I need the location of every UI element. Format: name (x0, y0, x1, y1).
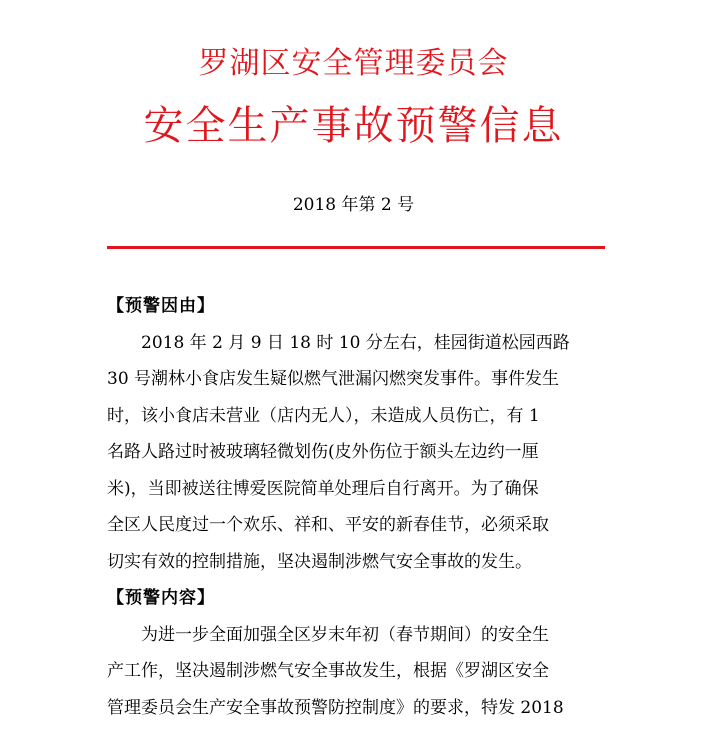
issue-number: 2018 年第 2 号 (292, 195, 415, 215)
section-heading-warning-content: 【预警内容】 (107, 588, 215, 608)
paragraph-line: 名路人路过时被玻璃轻微划伤(皮外伤位于额头左边约一厘 (107, 442, 539, 462)
paragraph-warning-content (107, 617, 607, 727)
paragraph-line: 切实有效的控制措施，坚决遏制涉燃气安全事故的发生。 (107, 551, 532, 572)
paragraph-line: 30 号潮林小食店发生疑似燃气泄漏闪燃突发事件。事件发生 (107, 369, 560, 389)
paragraph-line: 时，该小食店未营业（店内无人），未造成人员伤亡，有 1 (107, 405, 540, 426)
paragraph-line: 2018 年 2 月 9 日 18 时 10 分左右，桂园街道松园西路 (141, 332, 570, 353)
paragraph-warning-cause (107, 325, 607, 581)
paragraph-line: 为进一步全面加强全区岁末年初（春节期间）的安全生 (141, 624, 549, 645)
document-body (107, 288, 607, 726)
document-title: 安全生产事故预警信息 (143, 103, 564, 149)
red-divider-rule (107, 246, 605, 249)
paragraph-line: 管理委员会生产安全事故预警防控制度》的要求，特发 2018 (107, 697, 564, 718)
section-heading-warning-cause: 【预警因由】 (107, 296, 215, 316)
paragraph-line: 米)，当即被送往博爱医院简单处理后自行离开。为了确保 (107, 478, 539, 499)
paragraph-line: 全区人民度过一个欢乐、祥和、平安的新春佳节，必须采取 (107, 515, 549, 535)
issuing-organization: 罗湖区安全管理委员会 (198, 46, 509, 81)
paragraph-line: 产工作，坚决遏制涉燃气安全事故发生，根据《罗湖区安全 (107, 661, 549, 681)
